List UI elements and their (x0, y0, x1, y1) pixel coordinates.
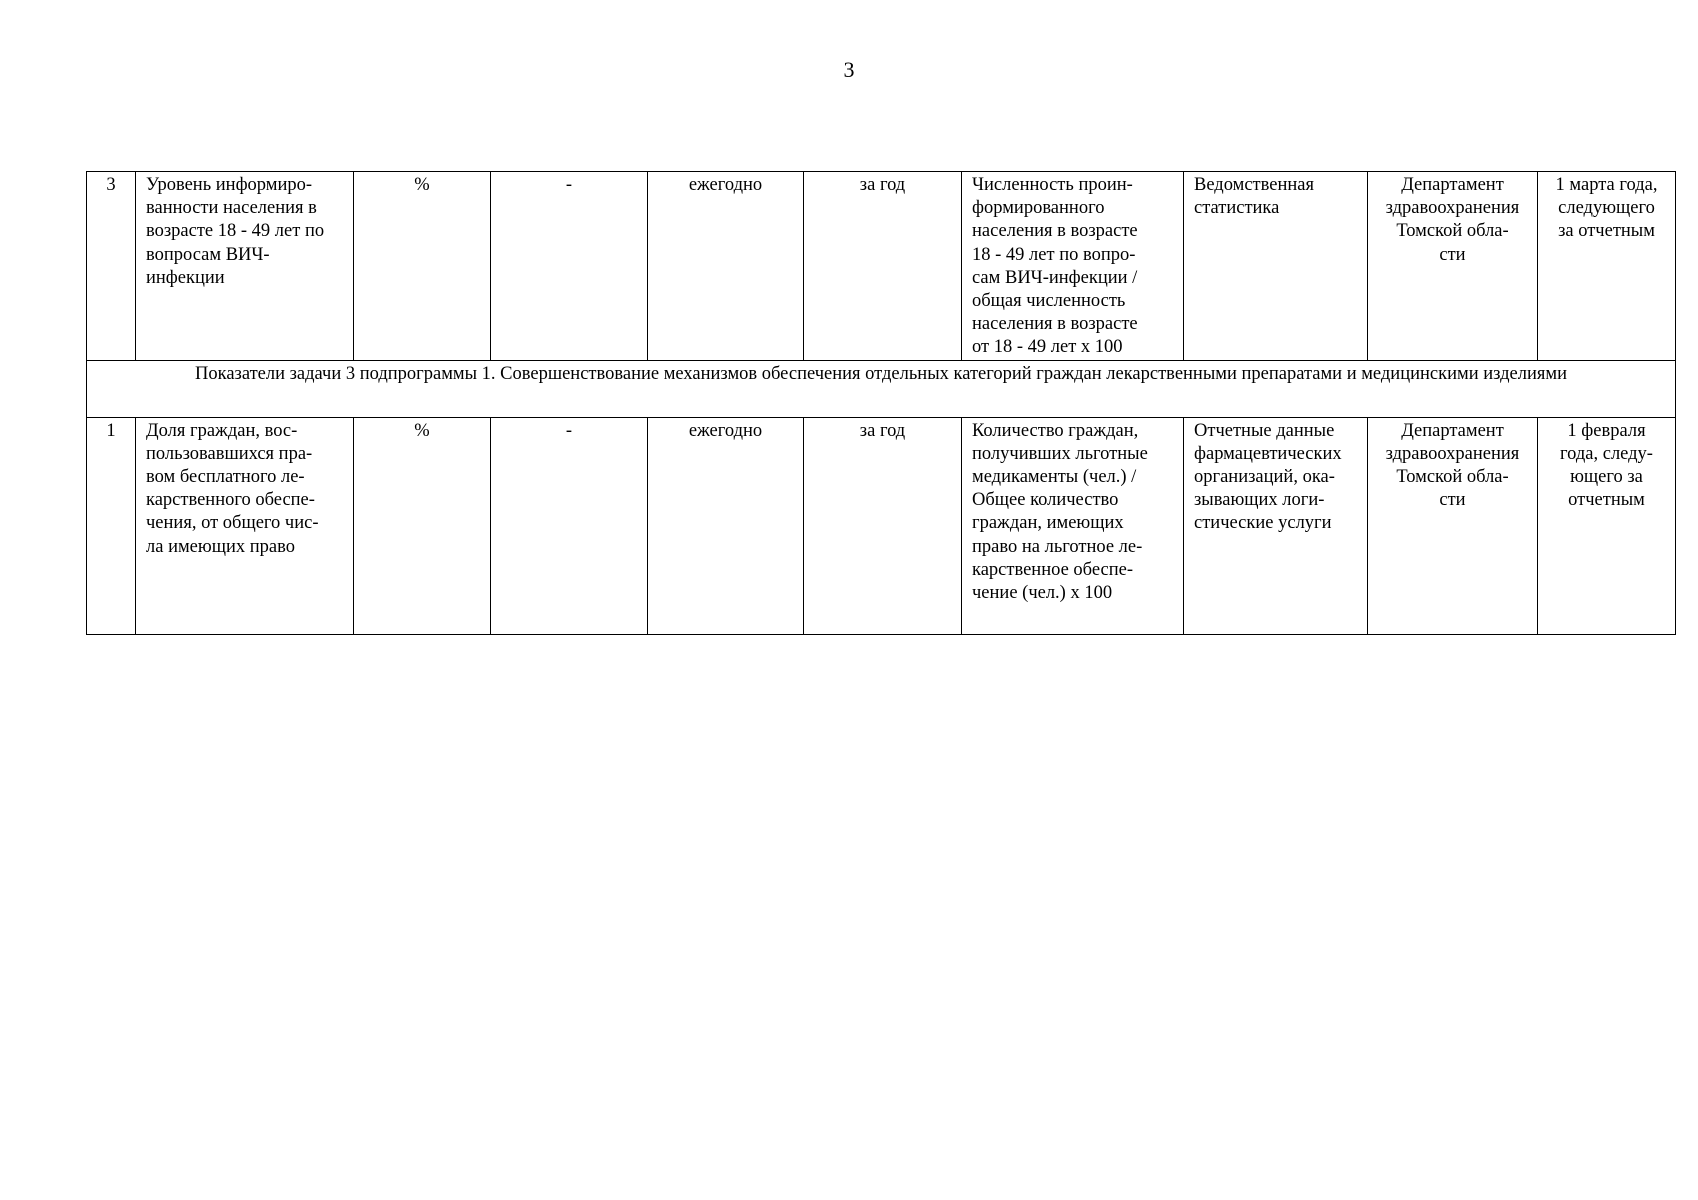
section-row (87, 360, 1676, 417)
indicators-table (86, 171, 1676, 635)
unit-cell: % (354, 417, 491, 634)
section-title: Показатели задачи 3 подпрограммы 1. Совершенствование механизмов обеспечения отдельных категорий граждан лекарственными препаратами и медицинскими изделиями (87, 360, 1676, 417)
responsible-cell: Департамент здравоохранения Томской обла- сти (1368, 417, 1538, 634)
dash-cell: - (491, 417, 648, 634)
unit-cell: % (354, 172, 491, 361)
periodicity-cell: ежегодно (648, 172, 804, 361)
source-cell: Ведомственная статистика (1184, 172, 1368, 361)
deadline-cell: 1 марта года, следующего за отчетным (1538, 172, 1676, 361)
indicator-name: Доля граждан, вос- пользовавшихся пра- вом бесплатного ле- карственного обеспе- чения, от общего чис- ла имеющих право (136, 417, 354, 634)
responsible-cell: Департамент здравоохранения Томской обла- сти (1368, 172, 1538, 361)
row-number: 1 (87, 417, 136, 634)
period-cell: за год (804, 417, 962, 634)
period-cell: за год (804, 172, 962, 361)
table-row (87, 172, 1676, 361)
formula-cell: Количество граждан, получивших льготные медикаменты (чел.) / Общее количество граждан, имеющих право на льготное ле- карственное обеспе- чение (чел.) х 100 (962, 417, 1184, 634)
formula-cell: Численность проин- формированного населения в возрасте 18 - 49 лет по вопро- сам ВИЧ-инфекции / общая численность населения в возрасте от 18 - 49 лет х 100 (962, 172, 1184, 361)
source-cell: Отчетные данные фармацевтических организаций, ока- зывающих логи- стические услуги (1184, 417, 1368, 634)
page-number: 3 (843, 57, 855, 82)
row-number: 3 (87, 172, 136, 361)
table-row (87, 417, 1676, 634)
dash-cell: - (491, 172, 648, 361)
periodicity-cell: ежегодно (648, 417, 804, 634)
deadline-cell: 1 февраля года, следу- ющего за отчетным (1538, 417, 1676, 634)
indicator-name: Уровень информиро- ванности населения в возрасте 18 - 49 лет по вопросам ВИЧ- инфекции (136, 172, 354, 361)
